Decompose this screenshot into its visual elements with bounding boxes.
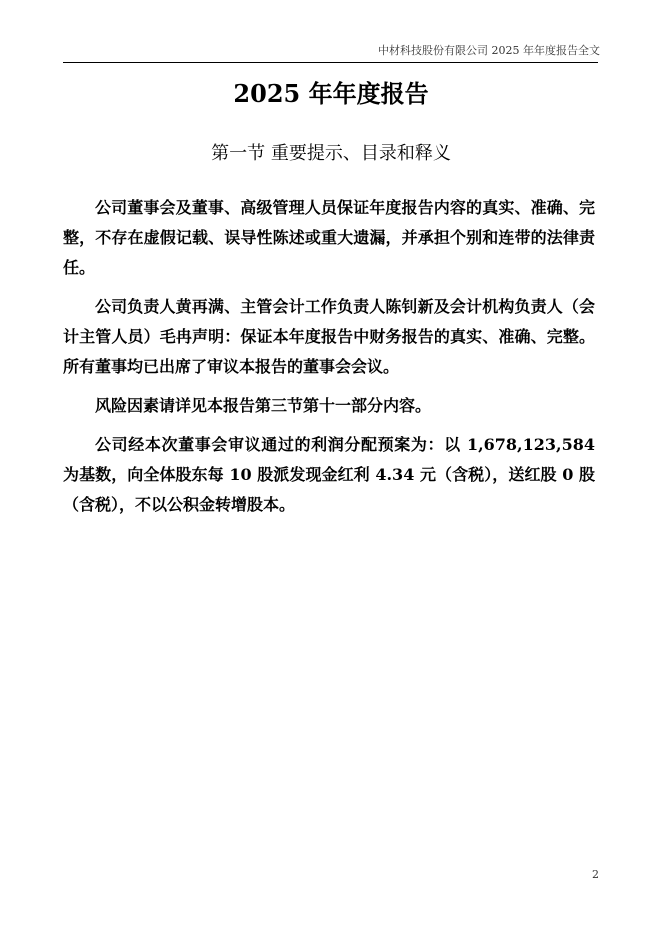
section-title: 第一节 重要提示、目录和释义 <box>211 143 451 164</box>
running-header: 中材科技股份有限公司 2025 年年度报告全文 <box>378 44 600 57</box>
paragraph-responsible-persons: 公司负责人黄再满、主管会计工作负责人陈钊新及会计机构负责人（会计主管人员）毛冉声明：保证本年度报告中财务报告的真实、准确、完整。所有董事均已出席了审议本报告的董事会会议。 <box>63 297 595 376</box>
document-body <box>63 193 595 529</box>
document-title: 2025 年年度报告 <box>233 79 429 108</box>
page-number: 2 <box>592 868 599 881</box>
paragraph-board-guarantee: 公司董事会及董事、高级管理人员保证年度报告内容的真实、准确、完整，不存在虚假记载、误导性陈述或重大遗漏，并承担个别和连带的法律责任。 <box>63 198 595 277</box>
paragraph-profit-distribution: 公司经本次董事会审议通过的利润分配预案为：以 1,678,123,584 为基数，向全体股东每 10 股派发现金红利 4.34 元（含税），送红股 0 股（含税），不以公积金转增股本。 <box>63 435 595 514</box>
paragraph-risk-factors: 风险因素请详见本报告第三节第十一部分内容。 <box>95 396 432 415</box>
header-divider <box>63 62 598 63</box>
